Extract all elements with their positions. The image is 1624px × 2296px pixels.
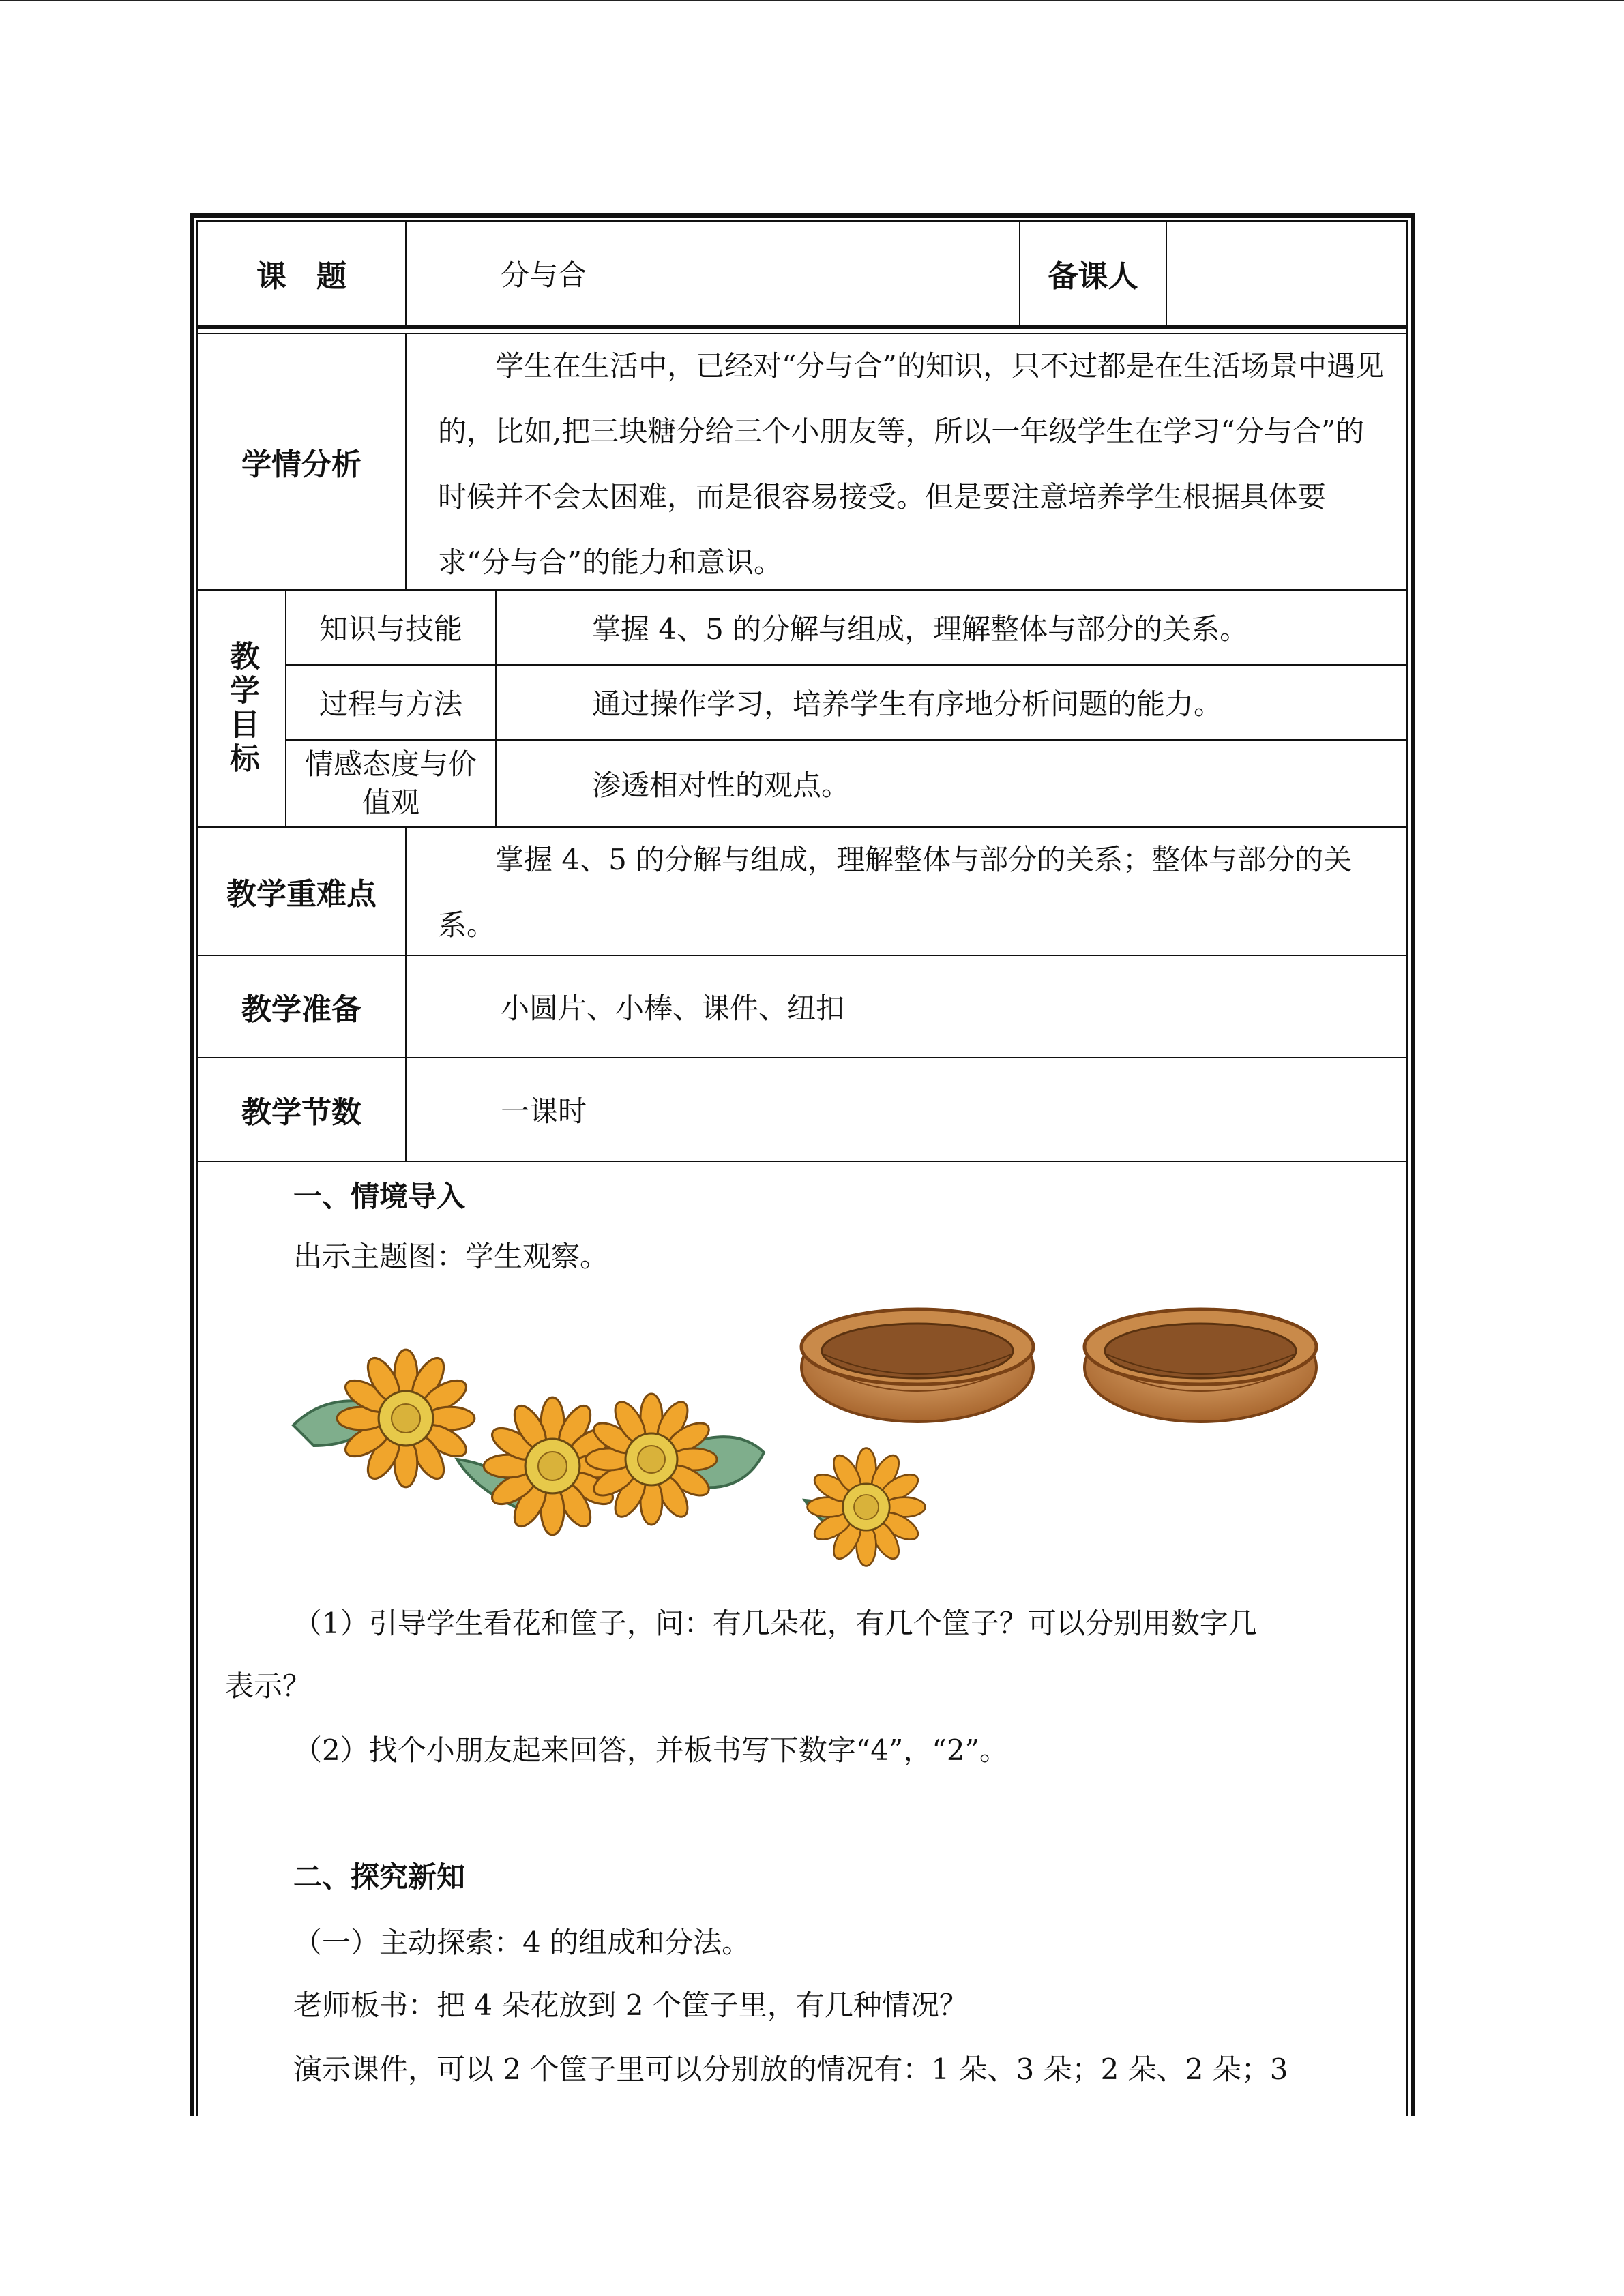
analysis-label: 学情分析 — [241, 447, 361, 482]
section1-line: 出示主题图：学生观察。 — [293, 1240, 609, 1273]
question-1a: （1）引导学生看花和筐子，问：有几朵花，有几个筐子？可以分别用数字几 — [293, 1607, 1257, 1640]
keypoints-text: 掌握 4、5 的分解与组成，理解整体与部分的关系；整体与部分的关系。 — [438, 843, 1353, 942]
preparer-label: 备课人 — [1048, 258, 1138, 294]
goal-name: 情感态度与价值观 — [304, 747, 477, 819]
subsection-1: （一）主动探索：4 的组成和分法。 — [293, 1926, 751, 1959]
goal-text: 渗透相对性的观点。 — [592, 769, 851, 802]
preparation-label: 教学准备 — [241, 992, 361, 1027]
sunflowers-baskets-illustration — [286, 1289, 1337, 1575]
periods-text: 一课时 — [501, 1094, 587, 1128]
keypoints-label: 教学重难点 — [226, 877, 377, 912]
question-1b: 表示？ — [225, 1669, 312, 1703]
topic-value: 分与合 — [501, 258, 587, 292]
goal-text: 掌握 4、5 的分解与组成，理解整体与部分的关系。 — [592, 612, 1249, 646]
goals-label: 教学目标 — [224, 640, 259, 777]
section1-title: 一、情境导入 — [293, 1180, 466, 1213]
periods-label: 教学节数 — [241, 1095, 361, 1130]
analysis-text: 学生在生活中，已经对“分与合”的知识，只不过都是在生活场景中遇见的，比如,把三块糖分给三个小朋友等，所以一年级学生在学习“分与合”的时候并不会太困难，而是很容易接受。但是要注意培养学生根据具体要求“分与合”的能力和意识。 — [438, 349, 1384, 579]
goal-name: 过程与方法 — [319, 687, 462, 721]
question-2: （2）找个小朋友起来回答，并板书写下数字“4”，“2”。 — [293, 1733, 1009, 1767]
demo-text: 演示课件，可以 2 个筐子里可以分别放的情况有：1 朵、3 朵；2 朵、2 朵；3 — [293, 2053, 1288, 2086]
board-text: 老师板书：把 4 朵花放到 2 个筐子里，有几种情况？ — [293, 1988, 968, 2022]
goal-name: 知识与技能 — [319, 612, 462, 646]
lesson-plan-table — [190, 213, 1415, 2116]
page-top-border — [0, 0, 1624, 1]
section2-title: 二、探究新知 — [293, 1860, 466, 1894]
preparation-text: 小圆片、小棒、课件、纽扣 — [501, 992, 845, 1025]
topic-label: 课 题 — [256, 258, 346, 294]
goal-text: 通过操作学习，培养学生有序地分析问题的能力。 — [592, 687, 1223, 721]
preparer-value — [1167, 222, 1406, 325]
